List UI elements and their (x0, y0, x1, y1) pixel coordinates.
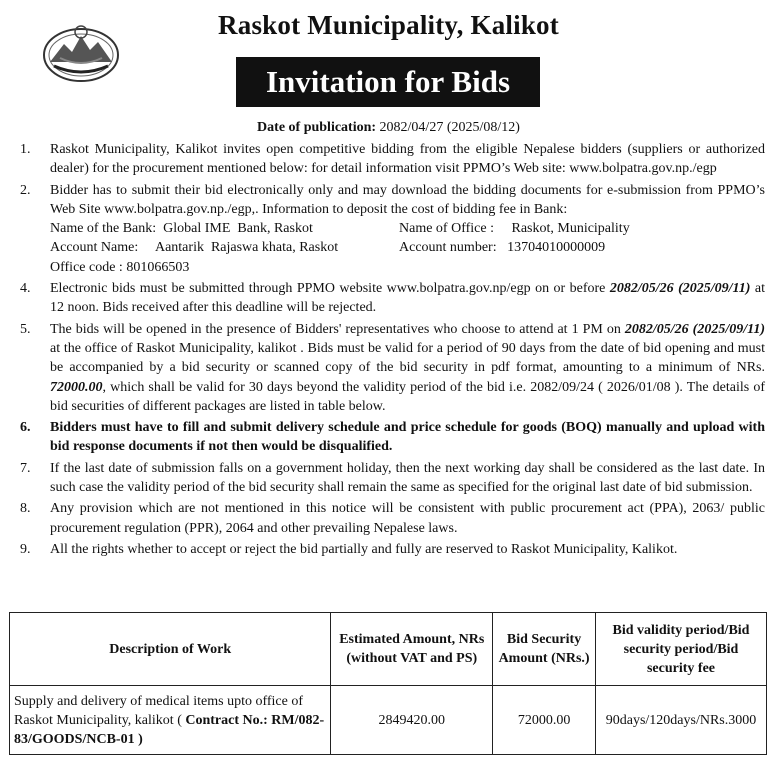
bid-security-amount: 72000.00 (493, 686, 596, 755)
item-text-c: , which shall be valid for 30 days beyond the validity period of the bid i.e. 2082/09/24 ( 2026/01/08 ). The details of bid securities of different packages are listed in table below. (50, 379, 765, 414)
publication-label: Date of publication: (257, 120, 377, 135)
notice-items (20, 140, 765, 561)
office-code: Office code : 801066503 (50, 259, 190, 275)
account-number: Account number: 13704010000009 (399, 240, 606, 256)
bid-table (9, 612, 767, 755)
estimated-amount: 2849420.00 (331, 686, 493, 755)
item-number: 5. (20, 321, 31, 337)
item-text (50, 320, 765, 416)
table-row (10, 686, 767, 755)
column-header: Bid validity period/Bid security period/Bid security fee (596, 613, 767, 686)
item-number: 1. (20, 142, 31, 157)
list-item (20, 540, 765, 559)
item-text: Bidders must have to fill and submit delivery schedule and price schedule for goods (BOQ) manually and upload with bid response documents if not then would be disqualified. (50, 420, 765, 455)
bank-name: Name of the Bank: Global IME Bank, Raskot (50, 221, 313, 237)
office-name: Name of Office : Raskot, Municipality (399, 221, 630, 237)
item-text (50, 279, 765, 318)
invitation-banner: Invitation for Bids (236, 57, 540, 107)
list-item (20, 418, 765, 457)
item-number: 7. (20, 460, 31, 476)
item-text: Any provision which are not mentioned in this notice will be consistent with public procurement act (PPA), 2063/ public procurement regulation (PPR), 2064 and other prevailing Nepalese laws. (50, 501, 765, 536)
item-body (50, 181, 765, 277)
list-item (20, 320, 765, 416)
list-item (20, 140, 765, 179)
item-text: Bidder has to submit their bid electronically only and may download the bidding documents for e-submission from PPMO’s Web Site www.bolpatra.gov.np./egp,. Information to deposit the cost of bidding fee in Bank: (50, 182, 765, 217)
item-number: 4. (20, 281, 31, 297)
page-title: Raskot Municipality, Kalikot (218, 10, 559, 40)
account-name: Account Name: Aantarik Rajaswa khata, Raskot (50, 240, 339, 256)
list-item (20, 181, 765, 277)
column-header: Description of Work (10, 613, 331, 686)
list-item (20, 499, 765, 538)
publication-value: 2082/04/27 (2025/08/12) (379, 120, 520, 135)
item-text: If the last date of submission falls on a government holiday, then the next working day shall be considered as the last date. In such case the validity period of the bid security shall remain the same as specified for the original last date of bid submission. (50, 460, 765, 496)
contract-number: Contract No.: RM/082-83/GOODS/NCB-01 ) (14, 712, 325, 747)
list-item (20, 459, 765, 498)
security-amount: 72000.00 (50, 379, 103, 395)
item-text-a: Electronic bids must be submitted through PPMO website www.bolpatra.gov.np/egp on or before (50, 281, 610, 297)
item-text-b: at the office of Raskot Municipality, kalikot . Bids must be valid for a period of 90 days from the date of bid opening and must be accompanied by a bid security or scanned copy of the bid security in pdf format, amounting to a minimum of NRs. (50, 340, 765, 376)
description-text: Supply and delivery of medical items upto office of Raskot Municipality, kalikot ( (14, 693, 304, 728)
item-number: 2. (20, 182, 31, 198)
column-header: Estimated Amount, NRs (without VAT and PS) (331, 613, 493, 686)
bank-row (50, 219, 765, 238)
list-item (20, 279, 765, 318)
bid-validity: 90days/120days/NRs.3000 (596, 686, 767, 755)
item-number: 8. (20, 501, 31, 517)
item-text: Raskot Municipality, Kalikot invites open competitive bidding from the eligible Nepalese bidders (suppliers or authorized dealer) for the procurement mentioned below: for detail information visit PPMO’s Web site: www.bolpatra.gov.np./egp (50, 142, 765, 177)
item-text-a: The bids will be opened in the presence of Bidders' representatives who choose to attend at 1 PM on (50, 321, 625, 337)
item-text-b: at 12 noon. Bids received after this deadline will be rejected. (50, 281, 765, 316)
table-header-row (10, 613, 767, 686)
column-header: Bid Security Amount (NRs.) (493, 613, 596, 686)
item-number: 9. (20, 541, 31, 557)
item-number: 6. (20, 420, 31, 436)
account-row (50, 238, 765, 257)
opening-date: 2082/05/26 (2025/09/11) (624, 321, 765, 337)
work-description (10, 686, 331, 755)
submission-deadline: 2082/05/26 (2025/09/11) (609, 281, 751, 297)
publication-date (0, 120, 777, 136)
item-text: All the rights whether to accept or reject the bid partially and fully are reserved to Raskot Municipality, Kalikot. (50, 541, 678, 557)
